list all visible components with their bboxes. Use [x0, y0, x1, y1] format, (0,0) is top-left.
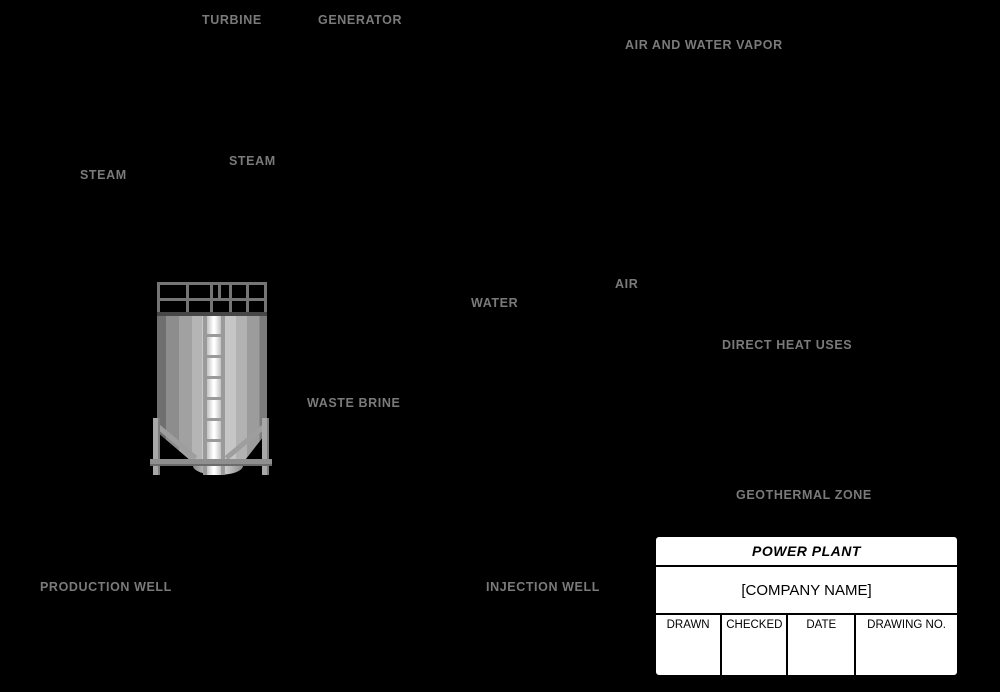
- title-block-cell-drawing-no: [856, 615, 957, 677]
- label-injection-well: INJECTION WELL: [486, 580, 600, 594]
- label-geothermal-zone: GEOTHERMAL ZONE: [736, 488, 872, 502]
- drawing-title-block: [654, 535, 959, 677]
- tank-ladder-rungs: [207, 316, 221, 475]
- checked-label: CHECKED: [726, 619, 783, 631]
- tank-top-rim: [157, 312, 267, 316]
- drawing-no-value: [856, 631, 957, 661]
- drawn-value: [656, 631, 720, 661]
- title-block-company: [COMPANY NAME]: [656, 567, 957, 615]
- drawing-no-label: DRAWING NO.: [867, 619, 946, 631]
- title-block-cell-drawn: [656, 615, 722, 677]
- label-production-well: PRODUCTION WELL: [40, 580, 172, 594]
- label-generator: GENERATOR: [318, 13, 403, 27]
- title-block-title: POWER PLANT: [656, 537, 957, 567]
- label-direct-heat-uses: DIRECT HEAT USES: [722, 338, 853, 352]
- tank-leg-right: [262, 418, 269, 475]
- label-steam-left: STEAM: [80, 168, 127, 182]
- checked-value: [722, 631, 786, 661]
- label-steam-upper: STEAM: [229, 154, 276, 168]
- label-turbine: TURBINE: [202, 13, 262, 27]
- tank-leg-left: [153, 418, 160, 475]
- tank-base-bar: [150, 459, 272, 466]
- label-waste-brine: WASTE BRINE: [307, 396, 401, 410]
- title-block-fields: [656, 615, 957, 677]
- label-air-and-water-vapor: AIR AND WATER VAPOR: [625, 38, 783, 52]
- brine-separator-tank-icon: [150, 281, 272, 477]
- tank-ladder: [203, 316, 225, 475]
- date-value: [788, 631, 854, 661]
- tank-top-railing: [157, 282, 267, 313]
- date-label: DATE: [806, 619, 837, 631]
- title-block-cell-checked: [722, 615, 788, 677]
- label-air: AIR: [615, 277, 639, 291]
- drawn-label: DRAWN: [666, 619, 710, 631]
- label-water: WATER: [471, 296, 519, 310]
- title-block-cell-date: [788, 615, 856, 677]
